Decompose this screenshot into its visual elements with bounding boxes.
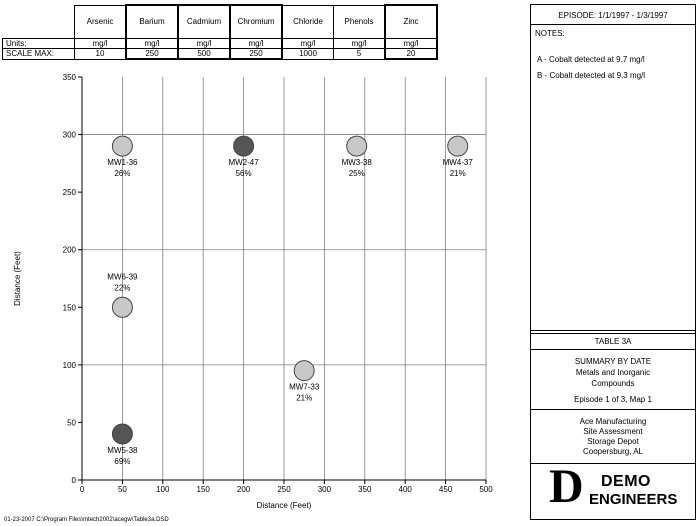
y-tick-label: 200 bbox=[62, 245, 76, 255]
x-tick-label: 50 bbox=[117, 485, 127, 494]
param-scale_max-cell: 10 bbox=[75, 49, 127, 60]
table-id: TABLE 3A bbox=[594, 337, 632, 346]
param-unit-cell: mg/l bbox=[178, 39, 230, 49]
x-tick-label: 400 bbox=[398, 485, 412, 494]
x-tick-label: 500 bbox=[479, 485, 493, 494]
logo-line-2: ENGINEERS bbox=[589, 491, 678, 508]
param-name-cell: Zinc bbox=[385, 5, 437, 39]
y-tick-label: 350 bbox=[62, 73, 76, 82]
param-unit-cell: mg/l bbox=[334, 39, 386, 49]
param-name-cell: Chloride bbox=[282, 5, 334, 39]
logo-line-1: DEMO bbox=[601, 473, 651, 490]
param-scale_max-cell: 500 bbox=[178, 49, 230, 60]
param-unit-cell: mg/l bbox=[230, 39, 282, 49]
well-marker[interactable] bbox=[112, 136, 132, 156]
well-name-label: MW4-37 bbox=[442, 158, 473, 168]
param-scale_max-cell: 250 bbox=[230, 49, 282, 60]
row-label: SCALE MAX: bbox=[3, 49, 75, 60]
param-name-cell: Chromium bbox=[230, 5, 282, 39]
grid bbox=[82, 77, 486, 480]
well-name-label: MW3-38 bbox=[341, 158, 372, 168]
y-tick-label: 100 bbox=[62, 360, 76, 370]
site-location: Coopersburg, AL bbox=[582, 447, 644, 456]
y-tick-label: 0 bbox=[71, 476, 76, 485]
param-unit-cell: mg/l bbox=[126, 39, 178, 49]
well-marker[interactable] bbox=[112, 297, 132, 317]
notes-label: NOTES: bbox=[535, 29, 565, 38]
y-tick-label: 250 bbox=[62, 188, 76, 198]
well-name-label: MW1-36 bbox=[107, 158, 138, 168]
well-name-label: MW6-39 bbox=[107, 272, 138, 282]
x-tick-label: 150 bbox=[196, 485, 210, 494]
site-name: Storage Depot bbox=[587, 437, 639, 446]
row-label: Units: bbox=[3, 39, 75, 49]
well-percent-label: 21% bbox=[296, 393, 313, 403]
file-path-footer: 01-23-2007 C:\Program Files\mtech2002\acegw\Table3a.DSD bbox=[4, 517, 169, 523]
param-scale_max-cell: 20 bbox=[385, 49, 437, 60]
well-name-label: MW2-47 bbox=[228, 158, 259, 168]
summary-subtitle-2: Compounds bbox=[591, 379, 635, 388]
param-name-cell: Cadmium bbox=[178, 5, 230, 39]
well-percent-label: 21% bbox=[449, 169, 466, 179]
param-name-cell: Barium bbox=[126, 5, 178, 39]
x-tick-label: 250 bbox=[277, 485, 291, 494]
y-tick-label: 50 bbox=[67, 418, 76, 428]
episode-range: EPISODE: 1/1/1997 - 1/3/1997 bbox=[558, 11, 668, 20]
param-scale_max-cell: 5 bbox=[334, 49, 386, 60]
well-marker[interactable] bbox=[294, 361, 314, 381]
param-unit-cell: mg/l bbox=[75, 39, 127, 49]
well-marker[interactable] bbox=[448, 136, 468, 156]
param-name-cell: Phenols bbox=[334, 5, 386, 39]
well-percent-label: 22% bbox=[114, 283, 131, 293]
well-percent-label: 25% bbox=[348, 169, 365, 179]
episode-map: Episode 1 of 3, Map 1 bbox=[574, 395, 652, 404]
well-marker[interactable] bbox=[347, 136, 367, 156]
well-marker[interactable] bbox=[234, 136, 254, 156]
x-tick-label: 0 bbox=[79, 485, 85, 494]
summary-subtitle-1: Metals and Inorganic bbox=[575, 368, 651, 377]
y-tick-label: 300 bbox=[62, 130, 76, 140]
y-axis-label: Distance (Feet) bbox=[13, 251, 22, 306]
info-panel bbox=[530, 4, 696, 520]
note-a: A - Cobalt detected at 9.7 mg/l bbox=[537, 55, 645, 64]
x-tick-label: 450 bbox=[438, 485, 453, 494]
x-tick-label: 300 bbox=[317, 485, 332, 494]
well-marker[interactable] bbox=[112, 424, 132, 444]
x-tick-label: 200 bbox=[236, 485, 251, 494]
param-scale_max-cell: 250 bbox=[126, 49, 178, 60]
x-tick-label: 350 bbox=[358, 485, 372, 494]
param-unit-cell: mg/l bbox=[282, 39, 334, 49]
well-percent-label: 26% bbox=[114, 169, 131, 179]
well-name-label: MW5-38 bbox=[107, 445, 138, 455]
well-name-label: MW7-33 bbox=[289, 382, 320, 392]
company-logo bbox=[549, 460, 689, 513]
client-name: Ace Manufacturing bbox=[579, 417, 647, 426]
x-tick-label: 100 bbox=[156, 485, 170, 494]
summary-title: SUMMARY BY DATE bbox=[574, 357, 652, 366]
well-percent-label: 56% bbox=[235, 169, 252, 179]
y-tick-label: 150 bbox=[62, 303, 76, 313]
param-scale_max-cell: 1000 bbox=[282, 49, 334, 60]
data-points bbox=[107, 136, 473, 466]
well-percent-label: 69% bbox=[114, 456, 131, 466]
param-name-cell: Arsenic bbox=[75, 5, 127, 39]
logo-letter: D bbox=[549, 460, 584, 513]
param-unit-cell: mg/l bbox=[385, 39, 437, 49]
note-b: B - Cobalt detected at 9.3 mg/l bbox=[537, 71, 646, 80]
project-name: Site Assessment bbox=[583, 427, 643, 436]
x-axis-label: Distance (Feet) bbox=[256, 501, 312, 510]
